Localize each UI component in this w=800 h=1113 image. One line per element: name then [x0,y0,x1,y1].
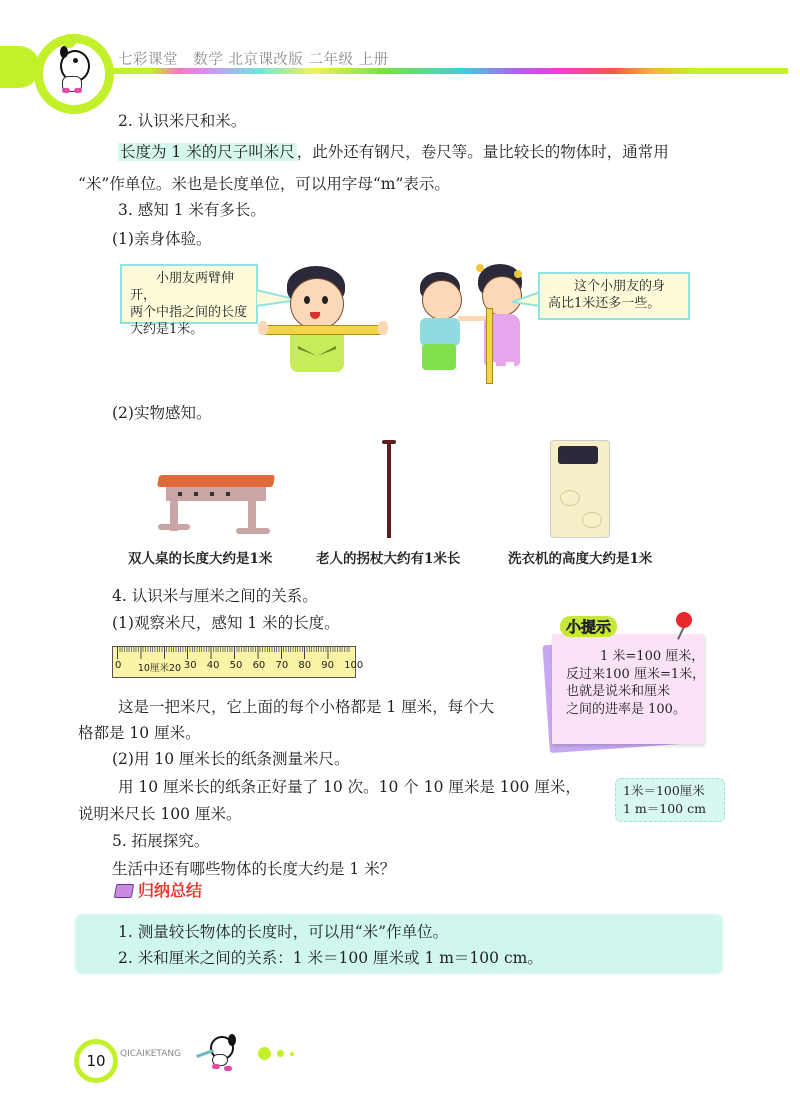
page-number: 10 [74,1039,118,1083]
summary-item: 2. 米和厘米之间的关系：1 米＝100 厘米或 1 m＝100 cm。 [118,949,543,967]
header-title: 七彩课堂 数学 北京课改版 二年级 上册 [118,52,389,68]
summary-book-icon [114,884,134,898]
section3-sub2: (2)实物感知。 [112,404,212,422]
ruler-explanation-line2: 格都是 10 厘米。 [78,724,201,742]
pushpin-icon [676,612,692,628]
tip-note-title: 小提示 [560,616,617,637]
footer-dot-large [258,1047,271,1060]
section2-line2: “米”作单位。米也是长度单位，可以用字母“m”表示。 [78,175,450,193]
section4-heading: 4. 认识米与厘米之间的关系。 [112,587,318,605]
measurement-line2: 说明米尺长 100 厘米。 [78,805,242,823]
desk-caption: 双人桌的长度大约是1米 [128,551,273,567]
summary-title: 归纳总结 [138,881,203,900]
meter-ruler [112,646,364,678]
section2-line1: 长度为 1 米的尺子叫米尺 ，此外还有钢尺，卷尺等。量比较长的物体时，通常用 [120,143,669,161]
speech-bubble-right: 这个小朋友的身 高比1米还多一些。 [538,272,690,320]
measurement-line1: 用 10 厘米长的纸条正好量了 10 次。10 个 10 厘米是 100 厘米， [118,778,581,796]
speech-bubble-left: 小朋友两臂伸开， 两个中指之间的长度 大约是1米。 [120,264,258,324]
section4-sub1: (1)观察米尺，感知 1 米的长度。 [112,614,340,632]
section4-sub2: (2)用 10 厘米长的纸条测量米尺。 [112,750,350,768]
ruler-explanation-line1: 这是一把米尺，它上面的每个小格都是 1 厘米，每个大 [118,698,495,716]
footer-brand: QICAIKETANG [120,1049,182,1059]
summary-box [76,915,722,973]
ruler-ticks [117,647,351,659]
section5-question: 生活中还有哪些物体的长度大约是 1 米？ [112,860,396,878]
footer-dot-small [290,1052,294,1056]
definition-highlight: 长度为 1 米的尺子叫米尺 [120,143,295,161]
ruler-labels: 0 10厘米20 30 40 50 60 70 80 90 100 [115,660,364,674]
footer-dot-medium [277,1050,284,1057]
header-rainbow-bar [110,68,788,74]
summary-item: 1. 测量较长物体的长度时，可以用“米”作单位。 [118,923,449,941]
section3-heading: 3. 感知 1 米有多长。 [118,201,266,219]
tip-note-text: 1 米=100 厘米， 反过来100 厘米=1米， 也就是说米和厘米 之间的进率是 100。 [566,649,706,717]
washing-machine-caption: 洗衣机的高度大约是1米 [508,551,653,567]
section5-heading: 5. 拓展探究。 [112,832,210,850]
section3-sub1: (1)亲身体验。 [112,230,212,248]
formula-box: 1米＝100厘米 1 m＝100 cm [615,778,725,822]
cane-caption: 老人的拐杖大约有1米长 [316,551,461,567]
section2-heading: 2. 认识米尺和米。 [118,112,247,130]
